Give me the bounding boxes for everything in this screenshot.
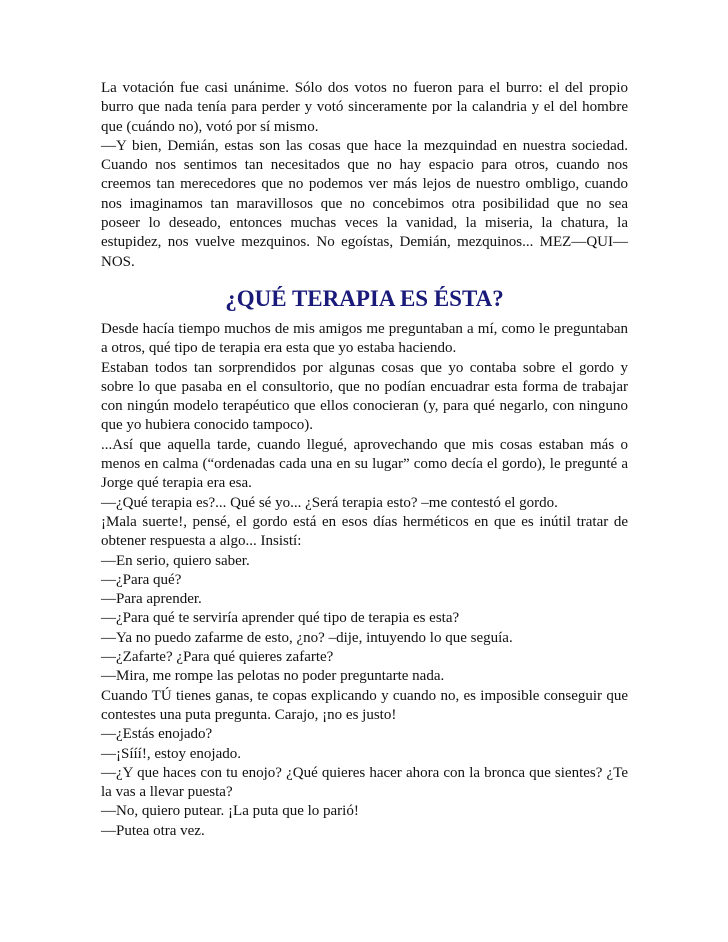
paragraph: —En serio, quiero saber. [101, 552, 250, 569]
paragraph: —Para aprender. [101, 591, 202, 608]
document-page [101, 79, 628, 841]
paragraph: Estaban todos tan sorprendidos por algunas cosas que yo contaba sobre el gordo y sobre lo que pasaba en el consultorio, que no podían encuadrar esta forma de trabajar con ningún modelo terapéutico que ellos conocieran (y, para qué negarlo, con ninguno que yo hubiera conocido tampoco). [101, 359, 628, 434]
section-heading: ¿QUÉ TERAPIA ES ÉSTA? [225, 285, 504, 311]
paragraph: Cuando TÚ tienes ganas, te copas explicando y cuando no, es imposible conseguir que contestes una puta pregunta. Carajo, ¡no es justo! [101, 687, 628, 723]
paragraph: —¿Y que haces con tu enojo? ¿Qué quieres hacer ahora con la bronca que sientes? ¿Te la vas a llevar puesta? [101, 764, 628, 801]
paragraph: —¿Zafarte? ¿Para qué quieres zafarte? [101, 649, 334, 666]
paragraph: —¿Para qué? [101, 571, 182, 588]
paragraph: La votación fue casi unánime. Sólo dos votos no fueron para el burro: el del propio burro que nada tenía para perder y votó sinceramente por la calandria y el del hombre que (cuándo no), votó por sí mismo. [101, 80, 628, 135]
paragraph: ...Así que aquella tarde, cuando llegué, aprovechando que mis cosas estaban más o menos en calma (“ordenadas cada una en su lugar” como decía el gordo), le pregunté a Jorge qué terapia era esa. [101, 436, 628, 492]
paragraph: —¿Estás enojado? [101, 726, 213, 743]
paragraph: Desde hacía tiempo muchos de mis amigos me preguntaban a mí, como le preguntaban a otros, qué tipo de terapia era esta que yo estaba haciendo. [101, 320, 628, 357]
paragraph: ¡Mala suerte!, pensé, el gordo está en esos días herméticos en que es inútil tratar de obtener respuesta a algo... Insistí: [101, 513, 628, 550]
paragraph: —Putea otra vez. [101, 822, 205, 839]
paragraph: —No, quiero putear. ¡La puta que lo parió! [101, 803, 359, 820]
paragraph: —Mira, me rompe las pelotas no poder preguntarte nada. [101, 668, 445, 685]
paragraph: —Ya no puedo zafarme de esto, ¿no? –dije, intuyendo lo que seguía. [101, 629, 513, 646]
paragraph: —¡Sííí!, estoy enojado. [101, 745, 241, 762]
paragraph: —¿Qué terapia es?... Qué sé yo... ¿Será terapia esto? –me contestó el gordo. [101, 494, 558, 511]
paragraph: —¿Para qué te serviría aprender qué tipo de terapia es esta? [101, 610, 460, 627]
paragraph: —Y bien, Demián, estas son las cosas que hace la mezquindad en nuestra sociedad. Cuando nos sentimos tan necesitados que no hay espacio para otros, cuando nos creemos tan merecedores que no podemos ver más lejos de nuestro ombligo, cuando nos imaginamos tan maravillosos que no concebimos otra posibilidad que no sea poseer lo deseado, entonces muchas veces la vanidad, la miseria, la chatura, la estupidez, nos vuelve mezquinos. No egoístas, Demián, mezquinos... MEZ—QUI—NOS. [101, 137, 628, 270]
